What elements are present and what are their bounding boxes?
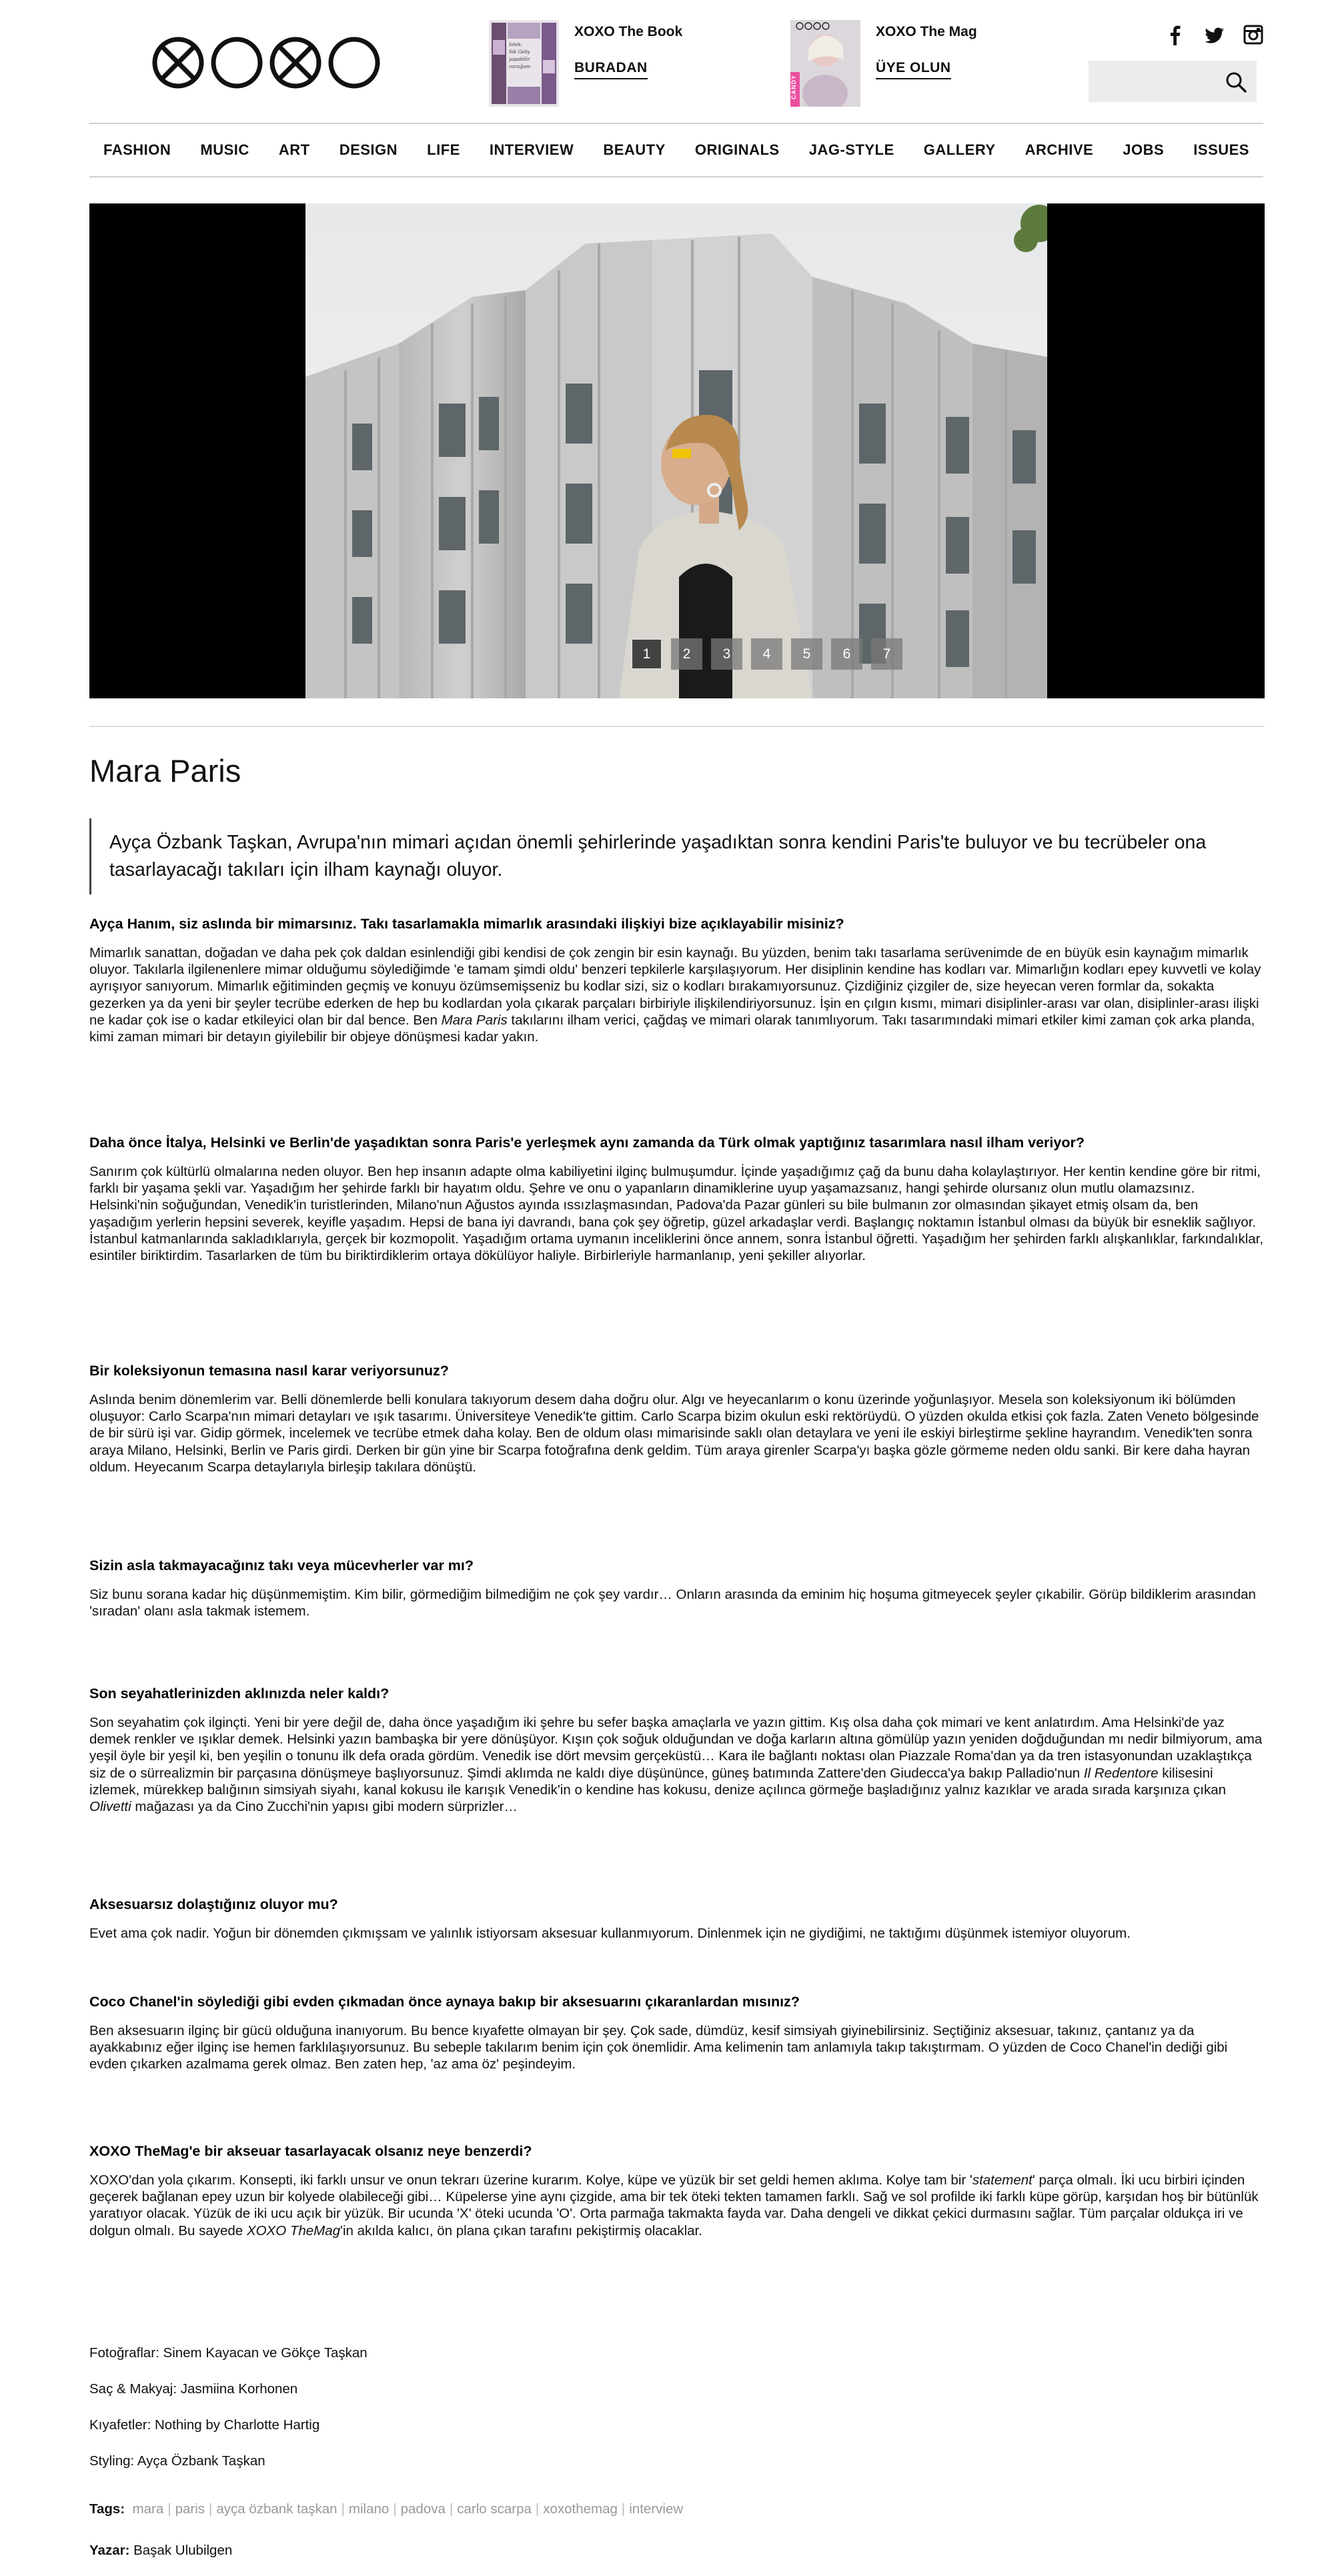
tag-link[interactable]: carlo scarpa — [457, 2501, 532, 2517]
question: Ayça Hanım, siz aslında bir mimarsınız. Takı tasarlamakla mimarlık arasındaki ilişkiyi bize açıklayabilir misiniz? — [89, 916, 844, 932]
book-cover-line: Istek: — [509, 42, 522, 47]
answer-italic: Il Redentore — [1083, 1765, 1159, 1781]
twitter-icon[interactable] — [1205, 24, 1223, 45]
nav-item-design[interactable]: DESIGN — [339, 141, 398, 158]
answer-text: ' parça olmalı. İki ucu birbiri içinden geçerek bağlanan epey uzun bir kolyede olabileceği gibi… Küpelerse yine aynı çizgide, ama bir tek öteki tekten tamamen farklı. Sağ ve sol profilde iki farklı küpe görüp, karşıdan hoş bir bütünlük yaratıyor olacak. Yüzük de iki ucu açık bir yüzük. Bir ucunda 'X' öteki ucunda 'O'. Orta parmağa takmakta fayda var. Daha dengeli ve dikkat çekici durmasını sağlar. Tüm parçalar oldukça iri ve dolgun olmalı. Bu sayede — [89, 2172, 1259, 2238]
tag-link[interactable]: mara — [132, 2501, 164, 2517]
tags-label: Tags: — [89, 2501, 125, 2517]
mag-promo[interactable] — [790, 20, 1011, 108]
mag-promo-link[interactable]: ÜYE OLUN — [876, 60, 951, 79]
nav-item-music[interactable]: MUSIC — [200, 141, 249, 158]
answer-italic: Mara Paris — [441, 1012, 508, 1028]
slider-pagination — [631, 638, 902, 670]
tag-link[interactable]: ayça özbank taşkan — [216, 2501, 338, 2517]
book-cover-line: yapabilir — [509, 57, 530, 62]
book-promo-title: XOXO The Book — [574, 24, 683, 39]
search-input[interactable] — [1089, 61, 1257, 102]
mag-cover-thumbnail[interactable] — [790, 20, 860, 107]
divider — [89, 726, 1265, 727]
answer-text: mağazası ya da Cino Zucchi'nin yapısı gibi modern sürprizler… — [131, 1799, 518, 1815]
answer-italic: statement — [972, 2172, 1033, 2188]
answer-text: 'in akılda kalıcı, ön plana çıkan tarafını pekiştirmiş olacaklar. — [340, 2222, 702, 2238]
tag-link[interactable]: xoxothemag — [543, 2501, 618, 2517]
answer — [89, 2172, 1265, 2239]
slider-page-5[interactable]: 5 — [791, 638, 822, 670]
nav-item-art[interactable]: ART — [278, 141, 310, 158]
nav-item-interview[interactable]: INTERVIEW — [489, 141, 574, 158]
answer-text: XOXO'dan yola çıkarım. Konsepti, iki farklı unsur ve onun tekrarı üzerine kurarım. Kolye, küpe ve yüzük bir set geldi hemen aklıma. Kolye tam bir ' — [89, 2172, 972, 2188]
qa-block — [89, 1361, 1265, 1555]
search-icon[interactable] — [1225, 71, 1247, 93]
credit-photos: Fotoğraflar: Sinem Kayacan ve Gökçe Taşkan — [89, 2345, 368, 2361]
nav-item-life[interactable]: LIFE — [427, 141, 460, 158]
site-logo[interactable] — [141, 35, 382, 90]
answer-text: Son seyahatim çok ilginçti. Yeni bir yere değil de, daha önce yaşadığım iki şehre bu sefer başka amaçlarla ve yazın gittim. Kış olsa daha çok mimari ve kent anlatırdım. Ama Helsinki'de yaz demek renkler ve ışıklar demek. Helsinki yazın bambaşka bir yere dönüşüyor. Kışın çok soğuk olduğundan ve doğa karların altına gömülüp yazın yeniden doğduğundan mı nedir bilmiyorum, ama yeşil öyle bir yeşil ki, ben yeşilin o tonunu ilk defa orada gördüm. Venedik ise dört mevsim gerçeküstü… Kara ile bağlantı noktası olan Piazzale Roma'dan ya da tren istasyonundan uzaklaştıkça siz de o sürrealizmin bir parçasına dönüşmeye başlıyorsunuz. Şimdi aklımda ne kaldı diye düşününce, güneş batımında Zattere'den Giudecca'ya bakıp Palladio'nun — [89, 1715, 1263, 1781]
hero-photo — [305, 203, 1047, 698]
slider-page-3[interactable]: 3 — [711, 638, 742, 670]
credit-styling: Styling: Ayça Özbank Taşkan — [89, 2453, 265, 2469]
nav-item-issues[interactable]: ISSUES — [1193, 141, 1249, 158]
book-promo[interactable] — [489, 20, 709, 108]
credit-clothing: Kıyafetler: Nothing by Charlotte Hartig — [89, 2417, 320, 2433]
hero-slider[interactable] — [89, 203, 1265, 698]
site-header — [0, 0, 1334, 123]
xoxo-logo-icon — [151, 35, 382, 90]
article-body — [89, 914, 1265, 2239]
question: Son seyahatlerinizden aklınızda neler kaldı? — [89, 1686, 390, 1702]
tag-link[interactable]: padova — [400, 2501, 446, 2517]
hero-image — [305, 203, 1047, 698]
tag-link[interactable]: interview — [629, 2501, 684, 2517]
slider-page-7[interactable]: 7 — [871, 638, 902, 670]
page-title: Mara Paris — [89, 753, 241, 788]
social-links — [1166, 24, 1262, 45]
nav-item-originals[interactable]: ORIGINALS — [694, 141, 780, 158]
mag-cover-side-text: CANDY — [790, 75, 797, 100]
qa-block — [89, 1555, 1265, 1684]
answer: Evet ama çok nadir. Yoğun bir dönemden çıkmışsam ve yalınlık istiyorsam aksesuar kullanmıyorum. Dinlenmek için ne giydiğimi, ne taktığımı düşünmek istemiyor oluyorum. — [89, 1926, 1131, 1941]
question: Bir koleksiyonun temasına nasıl karar veriyorsunuz? — [89, 1363, 449, 1379]
qa-block — [89, 1684, 1265, 1894]
book-cover-thumbnail[interactable] — [489, 20, 559, 107]
mag-promo-title: XOXO The Mag — [876, 24, 977, 39]
slider-page-4[interactable]: 4 — [751, 638, 782, 670]
nav-item-jag-style[interactable]: JAG-STYLE — [808, 141, 894, 158]
answer: Aslında benim dönemlerim var. Belli dönemlerde belli konulara takıyorum desem daha doğru olur. Algı ve heyecanlarım o konu üzerinde yoğunlaşıyor. Mesela son koleksiyonum iki bölümden oluşuyor: Carlo Scarpa'nın mimari detayları ve ışık tasarımı. Üniversiteye Venedik'te gittim. Carlo Scarpa bizim okulun eski rektörüydü. O yüzden okulda etkisi çok fazla. Zaten Veneto bölgesinde de bir sürü işi var. Gidip görmek, incelemek ve tecrübe etmek daha kolay. Ben de oldum olası mimarisinde saklı olan detaylara ve yeni ile eskiyi birleştirme şekline hayrandım. Venedik'ten sonra araya Milano, Helsinki, Berlin ve Paris girdi. Derken bir gün yine bir Scarpa fotoğrafına denk geldim. Tüm araya girenler Scarpa'yı başka gözle görmeme neden oldu sanki. Bir kere daha hayran oldum. Heyecanım Scarpa detaylarıyla birleşip takılara dönüştü. — [89, 1392, 1259, 1475]
qa-block — [89, 2141, 1265, 2239]
article-credits — [89, 2343, 1265, 2487]
question: Sizin asla takmayacağınız takı veya mücevherler var mı? — [89, 1557, 474, 1573]
answer: Siz bunu sorana kadar hiç düşünmemiştim. Kim bilir, görmediğim bilmediğim ne çok şey vardır… Onların arasında da eminim hiç hoşuma gitmeyecek şeyler çıkabilir. Görüp bildiklerim arasından 'sıradan' olanı asla takmak istemem. — [89, 1587, 1256, 1620]
qa-block — [89, 1992, 1265, 2141]
answer — [89, 944, 1265, 1045]
article-lead-quote: Ayça Özbank Taşkan, Avrupa'nın mimari açıdan önemli şehirlerinde yaşadıktan sonra kendini Paris'te buluyor ve bu tecrübeler ona tasarlayacağı takıları için ilham kaynağı oluyor. — [89, 818, 1265, 894]
question: XOXO TheMag'e bir akseuar tasarlayacak olsanız neye benzerdi? — [89, 2143, 532, 2159]
qa-block — [89, 914, 1265, 1133]
credit-hair-makeup: Saç & Makyaj: Jasmiina Korhonen — [89, 2381, 298, 2397]
slider-page-1[interactable]: 1 — [631, 638, 662, 670]
tag-link[interactable]: paris — [175, 2501, 205, 2517]
qa-block — [89, 1133, 1265, 1361]
facebook-icon[interactable] — [1166, 24, 1185, 45]
nav-item-gallery[interactable]: GALLERY — [923, 141, 996, 158]
answer: Sanırım çok kültürlü olmalarına neden oluyor. Ben hep insanın adapte olma kabiliyetini ilginç bulmuşumdur. İçinde yaşadığımız çağ da bunu daha kolaylaştırıyor. Her kentin kendine göre bir ritmi, farklı bir yaşama şekli var. Yaşadığım her şehirde farklı bir hayatım oldu. Şehre ve onu o yapanların dinamiklerine uyup yaşamazsanız, hangi şehirde olursanız olun mutlu olamazsınız. Helsinki'nin soğuğundan, Venedik'in turistlerinden, Milano'nun Ağustos ayında ıssızlaşmasından, Padova'da Pazar günleri su bile bulmanın zor olmasından şikayet etmiş olsam da, ben yaşadığım yerlerin hepsini severek, keyifle yaşadım. Hepsi de bana iyi davrandı, bana çok şey öğretip, güzel arkadaşlar verdi. Başlangıç noktamın İstanbul olması da büyük bir esneklik sağlıyor. İstanbul katmanlarında sakladıklarıyla, gerçek bir kozmopolit. Yaşadığım ortama uymanın inceliklerini önce annem, sonra İstanbul öğretti. Yaşadığım her şehirden farklı alışkanlıklar, farkındalıklar, esintiler biriktirdim. Tasarlarken de tüm bu biriktirdiklerim ortaya dökülüyor haliyle. Birbirleriyle harmanlanıp, yeni şekiller alıyorlar. — [89, 1164, 1264, 1264]
main-navigation — [89, 123, 1263, 177]
tag-list: Tags: mara | paris | ayça özbank taşkan | milano | padova | carlo scarpa | xoxothemag | interview — [89, 2501, 684, 2517]
qa-block — [89, 1894, 1265, 1992]
answer: Ben aksesuarın ilginç bir gücü olduğuna inanıyorum. Bu bence kıyafette olmayan bir şey. Çok sade, dümdüz, kesif simsiyah giyinebilirsiniz. Seçtiğiniz aksesuar, takınız, çantanız ya da ayakkabınız eğer ilginç ise hemen farklılaşıyorsunuz. Bu sebeple takılarım benim için çok önemlidir. Ama kelimenin tam anlamıyla takıp takıştırmam. O yüzden de Coco Chanel'in dediği gibi evden çıkarken azalmama gerek olmaz. Ben zaten hep, 'az ama öz' peşindeyim. — [89, 2023, 1228, 2072]
book-cover-line: cocuğum — [509, 64, 531, 69]
question: Daha önce İtalya, Helsinki ve Berlin'de yaşadıktan sonra Paris'e yerleşmek aynı zamanda da Türk olmak yaptığınız tasarımlara nasıl ilham veriyor? — [89, 1135, 1085, 1151]
nav-item-jobs[interactable]: JOBS — [1123, 141, 1165, 158]
answer-text: takılarını ilham verici, çağdaş ve mimari olarak tanımlıyorum. Takı tasarımındaki mimari etkiler kimi zaman çok arka planda, kimi zaman mimari bir detayın giyilebilir bir objeye dönüşmesi kadar yakın. — [89, 1012, 1255, 1045]
tag-link[interactable]: milano — [348, 2501, 390, 2517]
book-cover-line: Sik Geliş — [509, 49, 530, 55]
instagram-icon[interactable] — [1243, 24, 1262, 45]
nav-item-beauty[interactable]: BEAUTY — [603, 141, 666, 158]
mag-cover-image — [790, 20, 860, 107]
answer-italic: Olivetti — [89, 1799, 131, 1815]
book-promo-link[interactable]: BURADAN — [574, 60, 648, 79]
author-name[interactable]: Başak Ulubilgen — [133, 2543, 233, 2558]
answer-text: Mimarlık sanattan, doğadan ve daha pek çok daldan esinlendiği gibi kendisi de çok zengin bir esin kaynağı. Bu yüzden, benim takı tasarlama serüvenimde de en büyük esin kaynağım mimarlık oluyor. Takılarla ilgilenenlere mimar olduğumu söylediğimde 'e tamam şimdi oldu' benzeri tepkilerle karşılaşıyorum. Her disiplinin kendine has kodları var. Mimarlığın kodları epey kuvvetli ve kolay ayrışıyor sanıyorum. Mimarlık eğitiminden geçmiş ve konuyu özümsemişseniz bu kodlar sizi, siz o kodları bırakamıyorsunuz. Çizdiğiniz çizgiler de, size heyecan veren formlar da, sokakta gezerken ya da yeni bir şeyler tecrübe ederken de hep bu kodlardan yola çıkarak parçaları birbiriyle ilişkilendiriyorsunuz. İşin en çılgın kısmı, mimari disiplinler-arası var olan, disiplinler-arası ilişki ne kadar çok ise o kadar etkileyici olan bir dal bence. Ben — [89, 945, 1261, 1028]
question: Coco Chanel'in söylediği gibi evden çıkmadan önce aynaya bakıp bir aksesuarını çıkaranlardan mısınız? — [89, 1994, 800, 2010]
author-label: Yazar: — [89, 2543, 130, 2558]
nav-item-archive[interactable]: ARCHIVE — [1025, 141, 1094, 158]
slider-page-6[interactable]: 6 — [831, 638, 862, 670]
answer-italic: XOXO TheMag — [246, 2222, 341, 2238]
answer — [89, 1714, 1265, 1815]
author-line — [89, 2543, 232, 2559]
answer-text: kilisesini izlemek, mürekkep balığının simsiyah siyahı, kanal kokusu ile karışık Venedik'in o kendine has kokusu, denize açılınca görmeğe başladığınız yalnız kazıklar ve arada sırada karşınıza çıkan — [89, 1765, 1227, 1798]
question: Aksesuarsız dolaştığınız oluyor mu? — [89, 1896, 338, 1912]
nav-item-fashion[interactable]: FASHION — [103, 141, 171, 158]
slider-page-2[interactable]: 2 — [671, 638, 702, 670]
